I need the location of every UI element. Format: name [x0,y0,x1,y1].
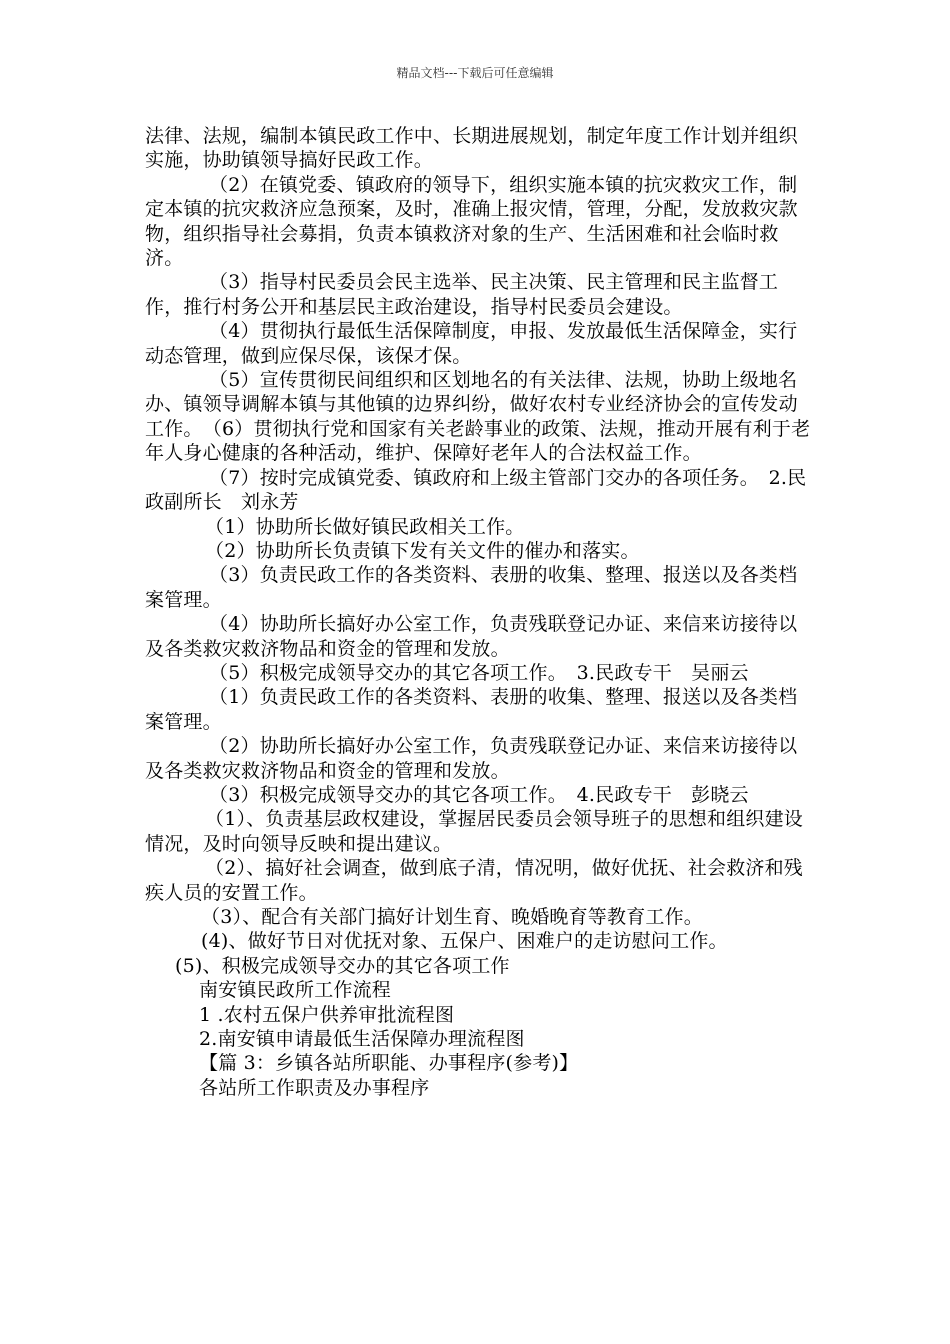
paragraph: （2）协助所长负责镇下发有关文件的催办和落实。 [205,539,640,562]
paragraph: 南安镇民政所工作流程 [199,979,392,1002]
page-header: 精品文档---下载后可任意编辑 [396,66,554,80]
paragraph: （3）、配合有关部门搞好计划生育、晚婚晚育等教育工作。 [201,906,703,928]
paragraph: （1）协助所长做好镇民政相关工作。 [205,515,525,538]
paragraph: （2）协助所长搞好办公室工作，负责残联登记办证、来信来访接待以及各类救灾救济物品和资金的管理和发放。 [145,735,798,782]
paragraph: 法律、法规，编制本镇民政工作中、长期进展规划，制定年度工作计划并组织实施，协助镇领导搞好民政工作。 [145,125,798,172]
document-body [145,124,815,1100]
paragraph: （3）积极完成领导交办的其它各项工作。 4.民政专干 彭晓云 [209,783,749,806]
paragraph: （4）协助所长搞好办公室工作，负责残联登记办证、来信来访接待以及各类救灾救济物品和资金的管理和发放。 [145,613,798,660]
paragraph: （2）在镇党委、镇政府的领导下，组织实施本镇的抗灾救灾工作，制定本镇的抗灾救济应急预案，及时，准确上报灾情，管理，分配，发放救灾款物，组织指导社会募捐，负责本镇救济对象的生产、生活困难和社会临时救济。 [145,173,798,270]
paragraph: （1）、负责基层政权建设，掌握居民委员会领导班子的思想和组织建设情况，及时向领导反映和提出建议。 [145,808,803,855]
paragraph: （2）、搞好社会调查，做到底子清，情况明，做好优抚、社会救济和残疾人员的安置工作。 [145,857,803,904]
paragraph: 1 .农村五保户供养审批流程图 [199,1003,455,1026]
paragraph: （5）宣传贯彻民间组织和区划地名的有关法律、法规，协助上级地名办、镇领导调解本镇与其他镇的边界纠纷，做好农村专业经济协会的宣传发动工作。 （6）贯彻执行党和国家有关老龄事业的政策、法规，推动开展有利于老年人身心健康的各种活动，维护、保障好老年人的合法权益工作。 [145,369,811,465]
paragraph: （3）负责民政工作的各类资料、表册的收集、整理、报送以及各类档案管理。 [145,564,798,611]
paragraph: （5）积极完成领导交办的其它各项工作。 3.民政专干 吴丽云 [209,661,749,684]
paragraph: (4)、做好节日对优抚对象、五保户、困难户的走访慰问工作。 [201,930,728,953]
paragraph: （7）按时完成镇党委、镇政府和上级主管部门交办的各项任务。 2.民政副所长 刘永芳 [145,466,807,514]
paragraph: （1）负责民政工作的各类资料、表册的收集、整理、报送以及各类档案管理。 [145,686,798,733]
paragraph: （3）指导村民委员会民主选举、民主决策、民主管理和民主监督工作，推行村务公开和基层民主政治建设，指导村民委员会建设。 [145,271,779,318]
paragraph: 2.南安镇申请最低生活保障办理流程图 [199,1028,525,1051]
paragraph: （4）贯彻执行最低生活保障制度，申报、发放最低生活保障金，实行动态管理，做到应保尽保，该保才保。 [145,320,798,367]
paragraph: 各站所工作职责及办事程序 [199,1076,430,1099]
paragraph: (5)、积极完成领导交办的其它各项工作 [175,954,510,977]
paragraph: 【篇 3：乡镇各站所职能、办事程序(参考)】 [199,1052,579,1075]
